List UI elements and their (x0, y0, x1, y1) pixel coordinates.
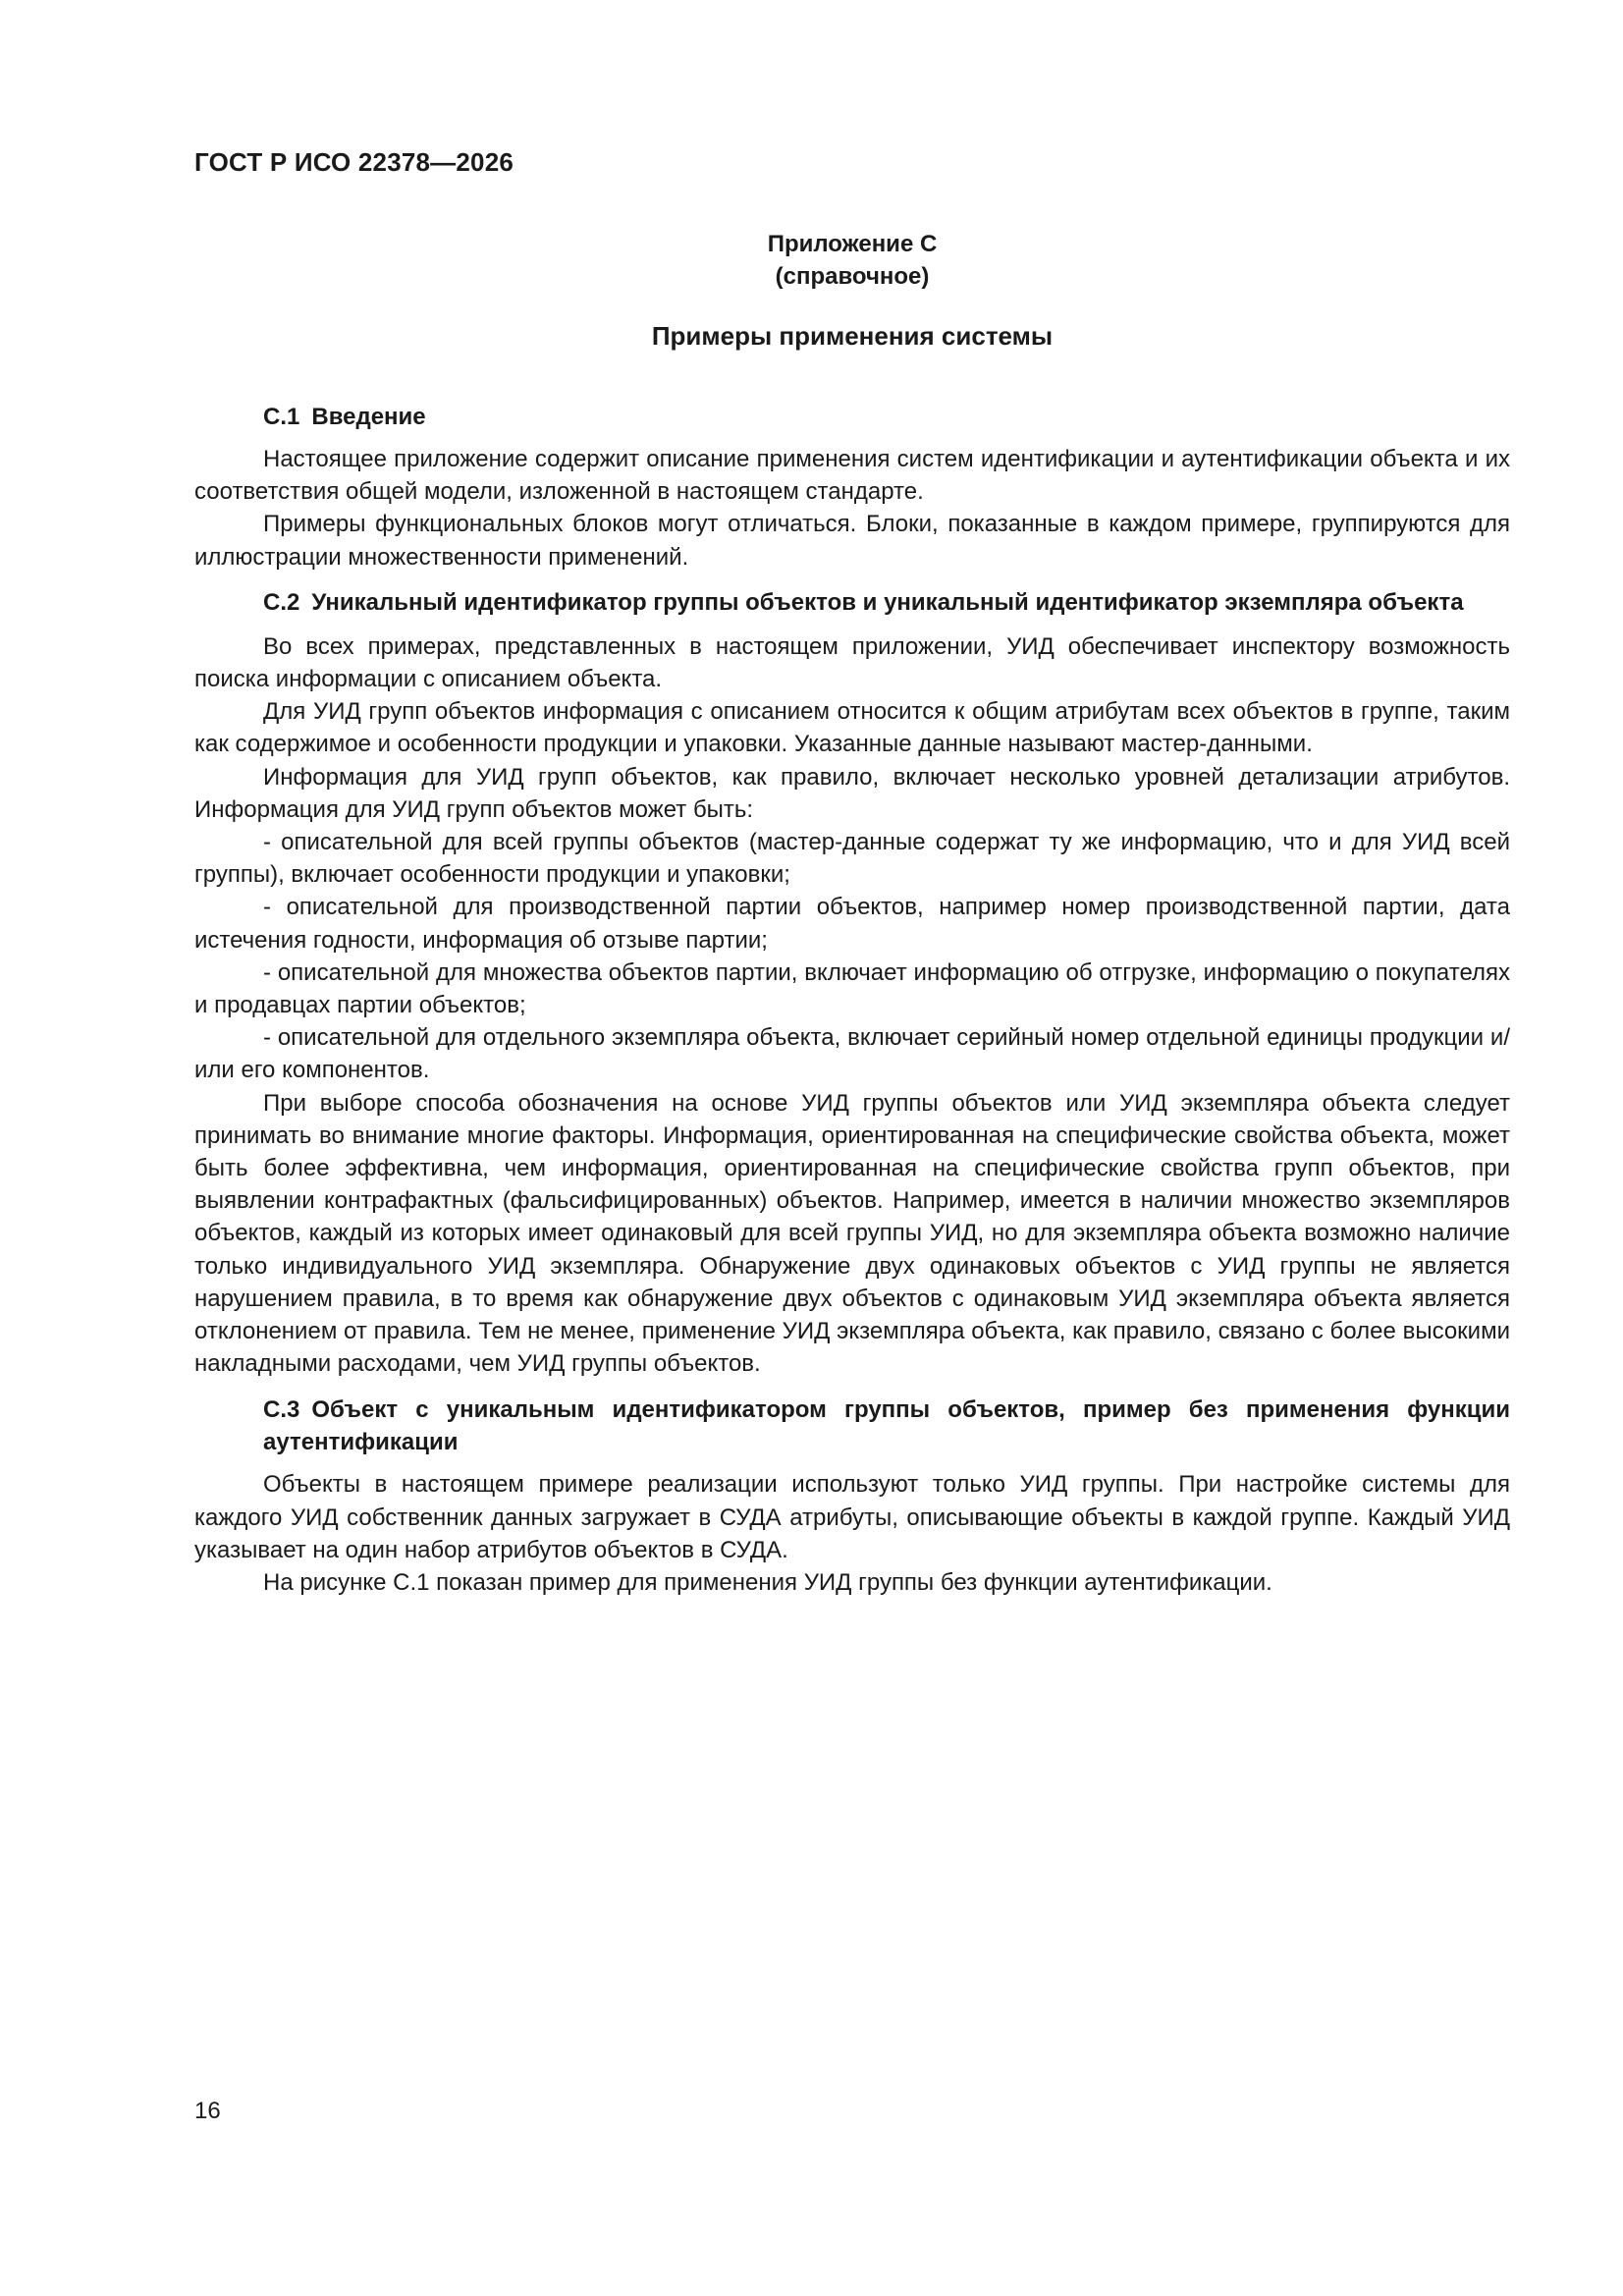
list-item: - описательной для отдельного экземпляра объекта, включает серийный номер отдельной единицы продукции и/или его компонентов. (194, 1024, 1510, 1084)
paragraph: На рисунке С.1 показан пример для применения УИД группы без функции аутентификации. (263, 1569, 1272, 1597)
list-item: - описательной для производственной партии объектов, например номер производственной партии, дата истечения годности, информация об отзыве партии; (194, 894, 1510, 954)
document-body (194, 401, 1510, 1599)
annex-status: (справочное) (775, 263, 930, 290)
standard-code: ГОСТ Р ИСО 22378—2026 (194, 147, 514, 177)
section-title: Введение (311, 404, 426, 430)
list-item: - описательной для всей группы объектов (мастер-данные содержат ту же информацию, что и для УИД всей группы), включает особенности продукции и упаковки; (194, 829, 1510, 889)
annex-title: Примеры применения системы (651, 321, 1054, 351)
section-heading-c3 (194, 1394, 1510, 1458)
paragraph: Во всех примерах, представленных в настоящем приложении, УИД обеспечивает инспектору возможность поиска информации с описанием объекта. (194, 632, 1510, 693)
section-number: С.2 (263, 588, 300, 616)
paragraph: Настоящее приложение содержит описание применения систем идентификации и аутентификации объекта и их соответствия общей модели, изложенной в настоящем стандарте. (194, 446, 1510, 506)
section-number: С.1 (263, 404, 300, 430)
list-item: - описательной для множества объектов партии, включает информацию об отгрузке, информацию о покупателях и продавцах партии объектов; (194, 958, 1510, 1019)
section-heading-c1 (194, 401, 1510, 433)
section-title: Уникальный идентификатор группы объектов и уникальный идентификатор экземпляра объекта (311, 588, 1464, 616)
paragraph: Информация для УИД групп объектов, как правило, включает несколько уровней детализации атрибутов. Информация для УИД групп объектов может быть: (194, 763, 1510, 823)
annex-label: Приложение С (767, 231, 938, 257)
section-title: Объект с уникальным идентификатором группы объектов, пример без применения функции аутентификации (263, 1396, 1510, 1456)
section-heading-c2 (194, 586, 1510, 619)
annex-heading (194, 228, 1510, 293)
paragraph: При выборе способа обозначения на основе УИД группы объектов или УИД экземпляра объекта следует принимать во внимание многие факторы. Информация, ориентированная на специфические свойства объекта, может быть более эффективна, чем информация, ориентированная на специфические свойства групп объектов, при выявлении контрафактных (фальсифицированных) объектов. Например, имеется в наличии множество экземпляров объектов, каждый из которых имеет одинаковый для всей группы УИД, но для экземпляра объекта возможно наличие только индивидуального УИД экземпляра. Обнаружение двух одинаковых объектов с УИД группы не является нарушением правила, в то время как обнаружение двух объектов с одинаковым УИД экземпляра объекта является отклонением от правила. Тем не менее, применение УИД экземпляра объекта, как правило, связано с более высокими накладными расходами, чем УИД группы объектов. (194, 1089, 1510, 1378)
paragraph: Для УИД групп объектов информация с описанием относится к общим атрибутам всех объектов в группе, таким как содержимое и особенности продукции и упаковки. Указанные данные называют мастер-данными. (194, 698, 1510, 758)
paragraph: Примеры функциональных блоков могут отличаться. Блоки, показанные в каждом примере, группируются для иллюстрации множественности применений. (194, 511, 1510, 571)
page-number: 16 (194, 2098, 221, 2124)
paragraph: Объекты в настоящем примере реализации используют только УИД группы. При настройке системы для каждого УИД собственник данных загружает в СУДА атрибуты, описывающие объекты в каждой группе. Каждый УИД указывает на один набор атрибутов объектов в СУДА. (194, 1471, 1510, 1563)
section-number: С.3 (263, 1396, 300, 1424)
